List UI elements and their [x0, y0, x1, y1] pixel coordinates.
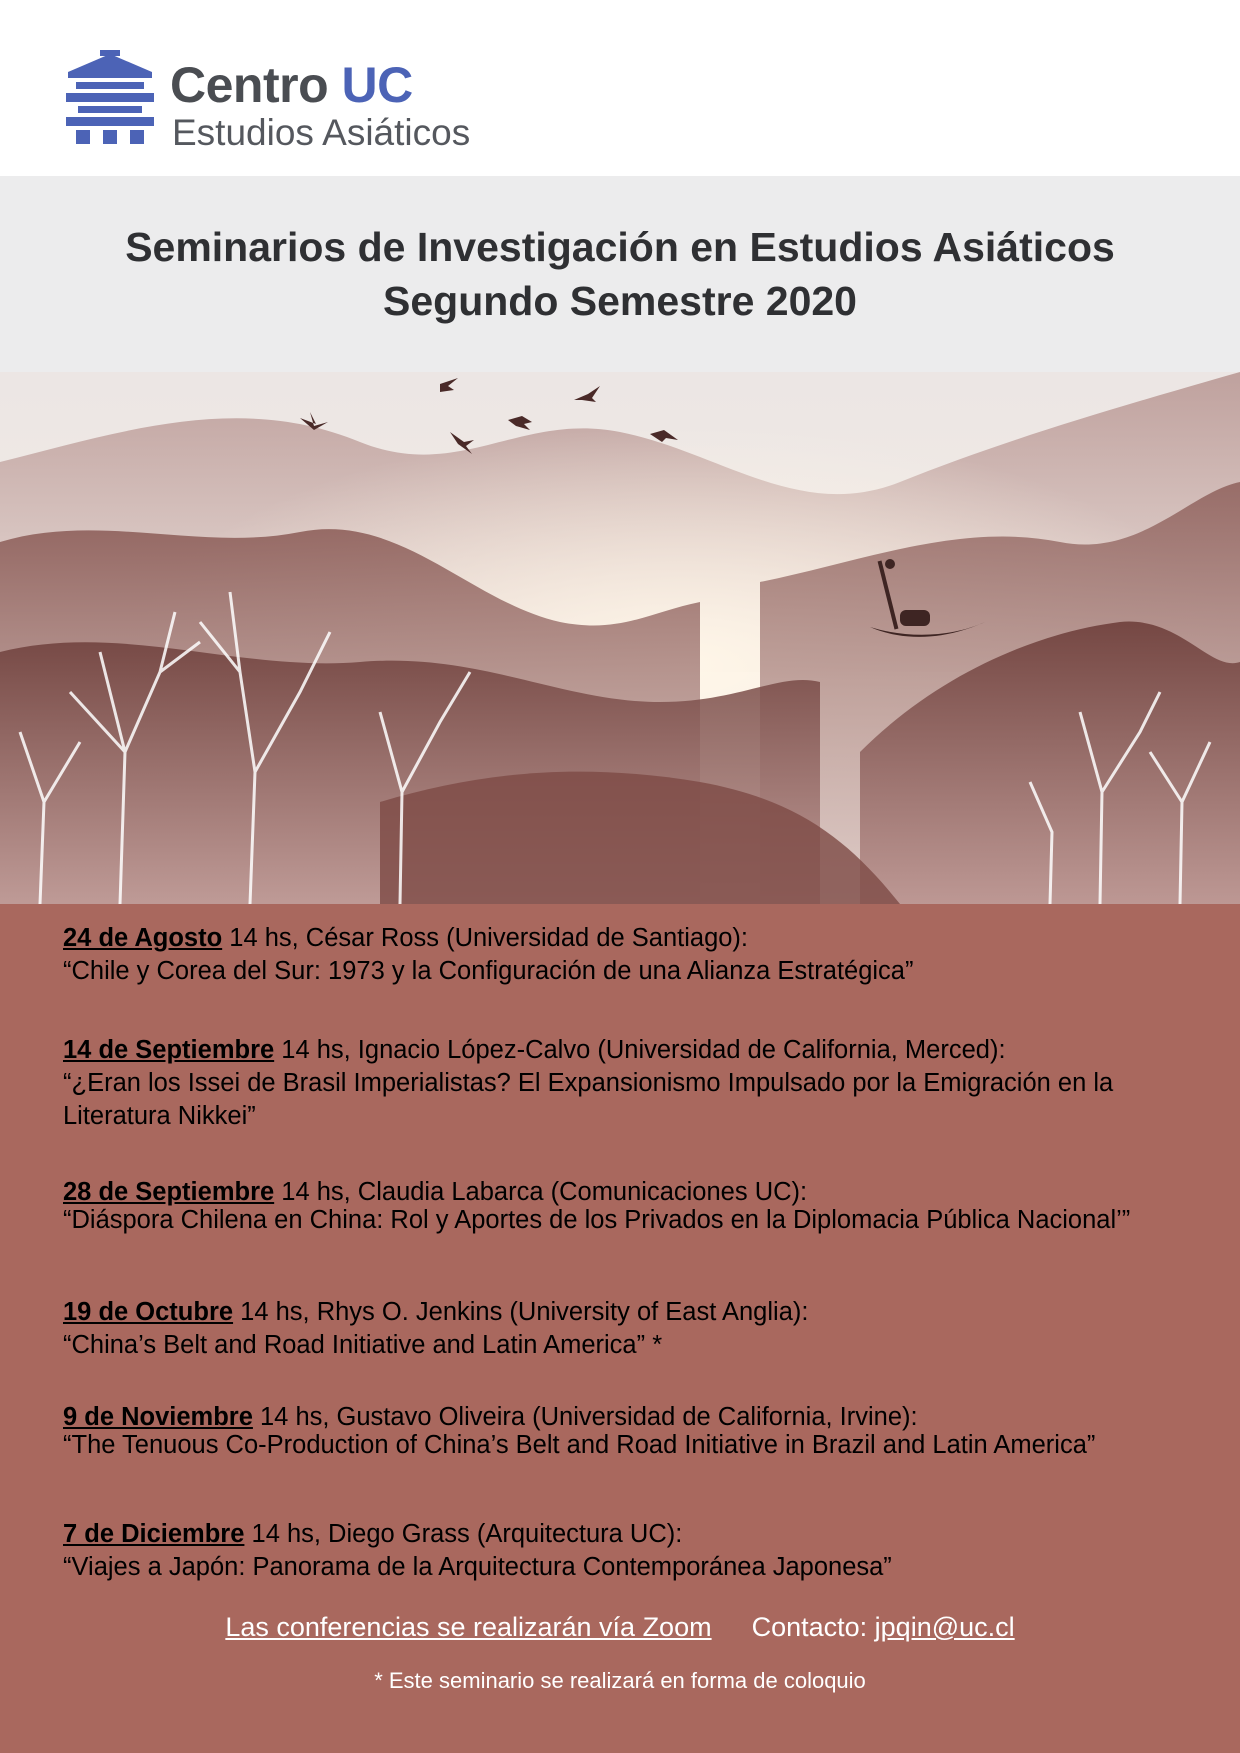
footer-note: * Este seminario se realizará en forma de coloquio	[374, 1668, 866, 1693]
event-details: 14 hs, Gustavo Oliveira (Universidad de California, Irvine):	[252, 1403, 918, 1431]
pagoda-icon	[62, 48, 158, 144]
event-date[interactable]: 28 de Septiembre	[63, 1178, 275, 1206]
contact-label: Contacto:	[751, 1612, 875, 1642]
event-item	[63, 1296, 1193, 1362]
event-date[interactable]: 9 de Noviembre	[63, 1403, 253, 1431]
event-date[interactable]: 19 de Octubre	[63, 1298, 234, 1326]
page-title: Seminarios de Investigación en Estudios Asiáticos Segundo Semestre 2020	[125, 224, 1115, 324]
event-item	[63, 1178, 1193, 1234]
event-details: 14 hs, Rhys O. Jenkins (University of East Anglia):	[233, 1298, 809, 1326]
landscape-illustration	[0, 372, 1240, 904]
logo-name: Centro UC	[170, 57, 413, 113]
event-title: “Diáspora Chilena en China: Rol y Aportes de los Privados en la Diplomacia Pública Nacional’”	[63, 1206, 1131, 1234]
footer-info	[0, 1612, 1240, 1643]
event-item	[63, 922, 1193, 988]
event-item	[63, 1518, 1193, 1584]
event-title: “¿Eran los Issei de Brasil Imperialistas? El Expansionismo Impulsado por la Emigración en la Literatura Nikkei”	[63, 1069, 1114, 1130]
zoom-link[interactable]: Las conferencias se realizarán vía Zoom	[225, 1612, 712, 1642]
event-date[interactable]: 7 de Diciembre	[63, 1520, 245, 1548]
event-item	[63, 1034, 1193, 1133]
contact-email-link[interactable]: jpqin@uc.cl	[874, 1612, 1015, 1642]
logo-subtitle: Estudios Asiáticos	[172, 112, 471, 153]
event-details: 14 hs, Claudia Labarca (Comunicaciones UC):	[274, 1178, 808, 1206]
event-title: “China’s Belt and Road Initiative and Latin America” *	[63, 1331, 663, 1359]
event-item	[63, 1403, 1193, 1459]
event-date[interactable]: 14 de Septiembre	[63, 1036, 275, 1064]
event-details: 14 hs, César Ross (Universidad de Santiago):	[222, 924, 749, 952]
event-title: “Chile y Corea del Sur: 1973 y la Configuración de una Alianza Estratégica”	[63, 957, 914, 985]
event-details: 14 hs, Ignacio López-Calvo (Universidad de California, Merced):	[274, 1036, 1006, 1064]
event-details: 14 hs, Diego Grass (Arquitectura UC):	[244, 1520, 683, 1548]
event-title: “Viajes a Japón: Panorama de la Arquitectura Contemporánea Japonesa”	[63, 1553, 892, 1581]
event-date[interactable]: 24 de Agosto	[63, 924, 223, 952]
logo	[62, 48, 522, 153]
event-title: “The Tenuous Co-Production of China’s Belt and Road Initiative in Brazil and Latin America”	[63, 1431, 1096, 1459]
